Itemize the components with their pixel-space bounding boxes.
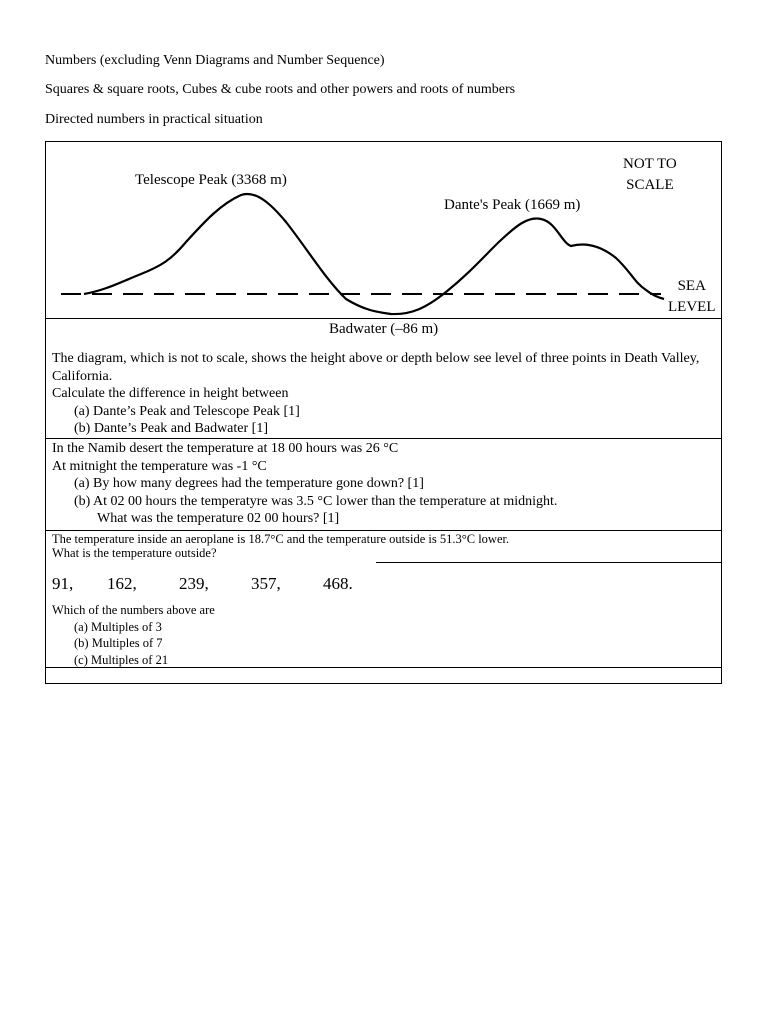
not-to-scale-note	[623, 154, 677, 196]
row-divider	[376, 562, 721, 563]
q1-part-a: (a) Dante’s Peak and Telescope Peak [1]	[74, 403, 300, 419]
q1-part-b: (b) Dante’s Peak and Badwater [1]	[74, 421, 268, 436]
topic-heading-powers: Squares & square roots, Cubes & cube roots and other powers and roots of numbers	[45, 82, 516, 97]
q2-part-b-question: What was the temperature 02 00 hours? [1]	[97, 511, 340, 526]
q3-line2: What is the temperature outside?	[52, 546, 217, 560]
row-divider	[46, 530, 721, 531]
q2-line1: In the Namib desert the temperature at 18 00 hours was 26 °C	[52, 441, 399, 456]
number-item: 162,	[107, 574, 137, 593]
q1-prompt: Calculate the difference in height between	[52, 386, 289, 401]
q1-intro: The diagram, which is not to scale, shows the height above or depth below see level of three points in Death Valley, California.	[52, 351, 700, 384]
not-to-scale-line1: NOT TO	[623, 156, 677, 172]
q3-line1: The temperature inside an aeroplane is 18.7°C and the temperature outside is 51.3°C lower.	[52, 532, 510, 546]
sea-level-label	[668, 276, 715, 318]
question-death-valley	[52, 350, 712, 438]
number-item: 357,	[251, 574, 281, 593]
number-item: 468.	[323, 574, 353, 593]
not-to-scale-line2: SCALE	[626, 177, 674, 193]
worksheet-table	[45, 141, 722, 684]
q4-prompt: Which of the numbers above are	[52, 603, 215, 617]
topic-heading-directed: Directed numbers in practical situation	[45, 112, 263, 127]
sea-level-line1: SEA	[677, 278, 706, 294]
row-divider	[46, 438, 721, 439]
question-multiples	[52, 602, 712, 668]
question-aeroplane-temperature	[52, 532, 712, 560]
row-divider	[46, 667, 721, 668]
q4-part-b: (b) Multiples of 7	[74, 636, 163, 650]
number-item: 239,	[179, 574, 209, 593]
question-namib-temperature	[52, 440, 712, 528]
dantes-peak-label: Dante's Peak (1669 m)	[444, 197, 581, 213]
sea-level-line2: LEVEL	[668, 299, 716, 315]
q4-part-c: (c) Multiples of 21	[74, 652, 169, 667]
q2-part-a: (a) By how many degrees had the temperature gone down? [1]	[74, 476, 424, 491]
death-valley-diagram	[46, 142, 721, 347]
row-divider	[46, 318, 721, 319]
q2-part-b: (b) At 02 00 hours the temperatyre was 3.5 °C lower than the temperature at midnight.	[74, 493, 558, 509]
number-item: 91,	[52, 574, 74, 593]
badwater-label: Badwater (–86 m)	[329, 321, 439, 337]
q2-line2: At mitnight the temperature was -1 °C	[52, 458, 267, 474]
topic-heading-numbers: Numbers (excluding Venn Diagrams and Number Sequence)	[45, 53, 385, 68]
telescope-peak-label: Telescope Peak (3368 m)	[135, 172, 287, 188]
q4-part-a: (a) Multiples of 3	[74, 619, 162, 634]
number-list	[52, 574, 353, 594]
